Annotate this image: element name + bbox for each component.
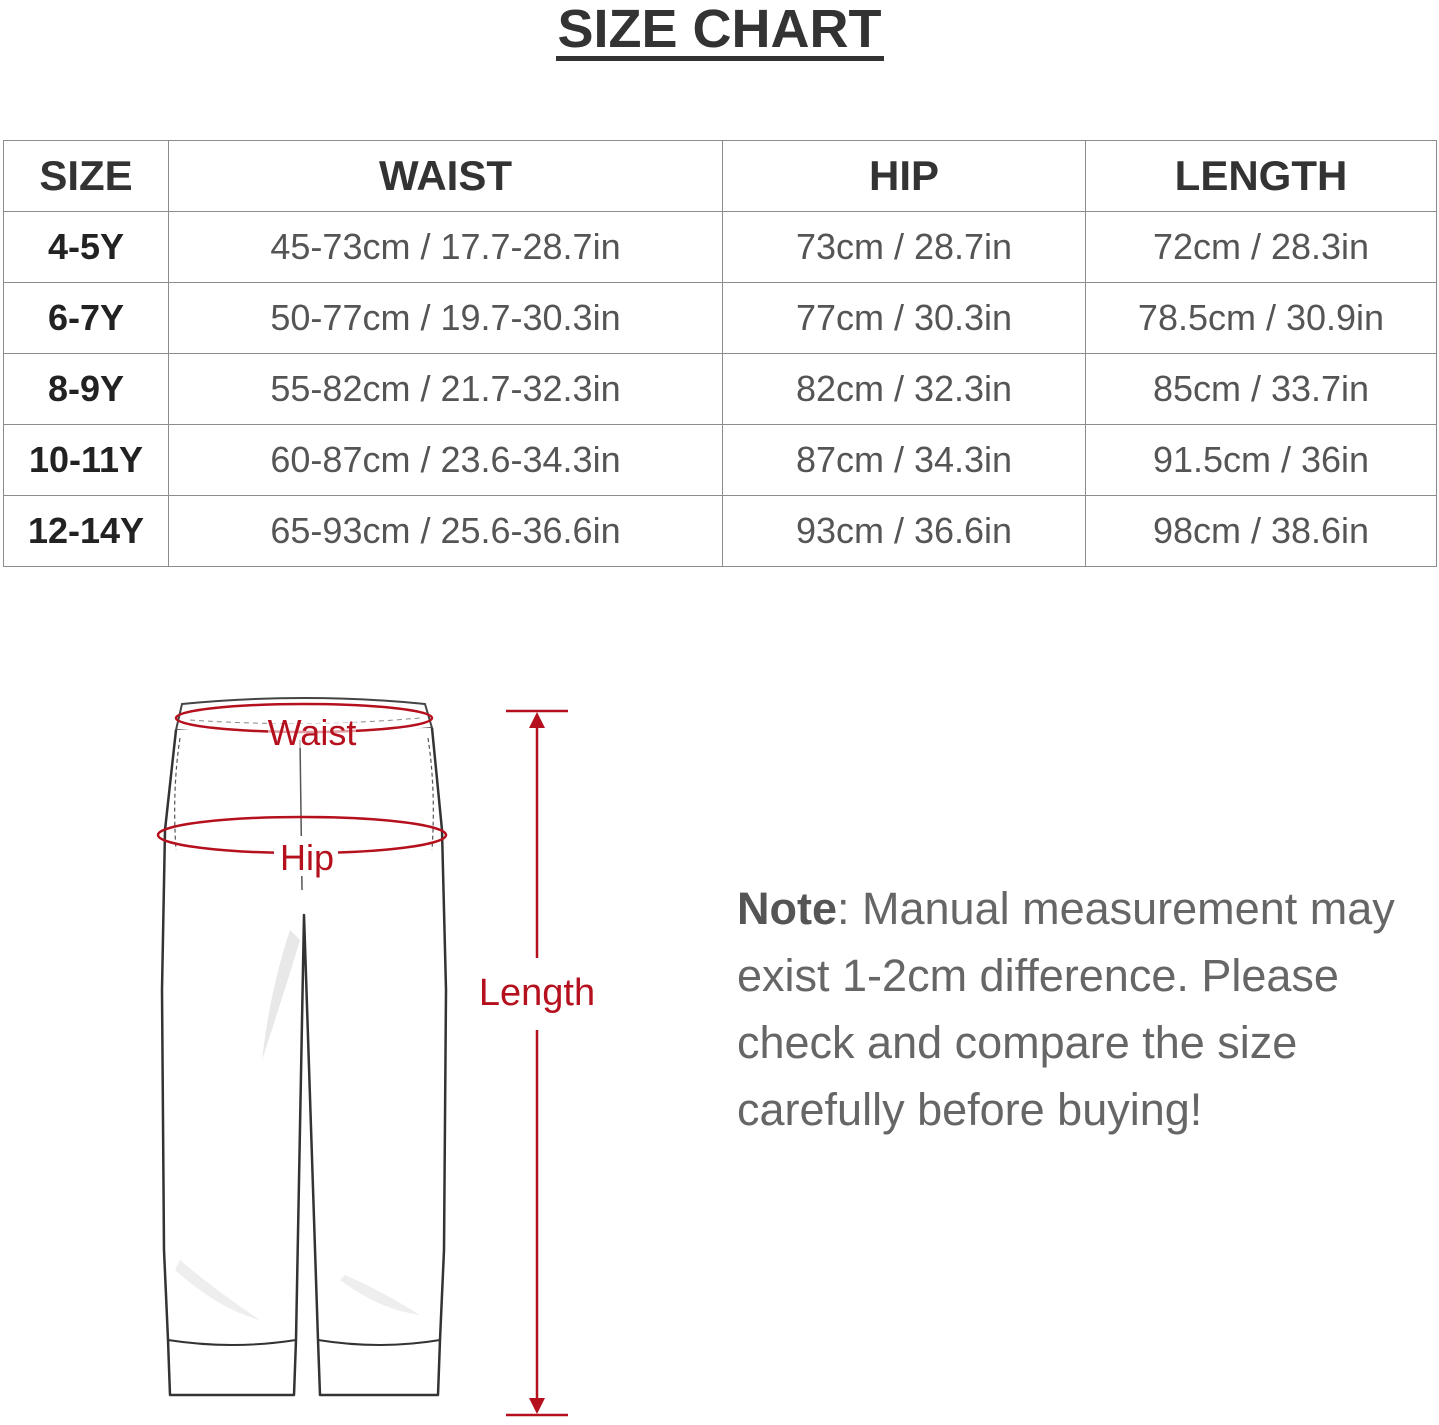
waist-label: Waist: [267, 712, 357, 753]
length-cell: 85cm / 33.7in: [1086, 354, 1437, 425]
note-label: Note: [737, 883, 837, 934]
size-cell: 4-5Y: [4, 212, 169, 283]
table-row: [4, 425, 1437, 496]
header-length: LENGTH: [1086, 141, 1437, 212]
size-cell: 12-14Y: [4, 496, 169, 567]
size-table: [3, 140, 1437, 567]
header-waist: WAIST: [169, 141, 723, 212]
header-hip: HIP: [723, 141, 1086, 212]
waist-cell: 45-73cm / 17.7-28.7in: [169, 212, 723, 283]
table-row: [4, 496, 1437, 567]
size-cell: 6-7Y: [4, 283, 169, 354]
length-cell: 98cm / 38.6in: [1086, 496, 1437, 567]
size-chart-title: [0, 0, 1439, 70]
note-text: : Manual measurement may exist 1-2cm difference. Please check and compare the size carefully before buying!: [737, 883, 1395, 1135]
size-cell: 8-9Y: [4, 354, 169, 425]
length-cell: 78.5cm / 30.9in: [1086, 283, 1437, 354]
waist-cell: 60-87cm / 23.6-34.3in: [169, 425, 723, 496]
size-cell: 10-11Y: [4, 425, 169, 496]
note-paragraph: [737, 875, 1437, 1143]
length-cell: 91.5cm / 36in: [1086, 425, 1437, 496]
waist-cell: 65-93cm / 25.6-36.6in: [169, 496, 723, 567]
hip-cell: 77cm / 30.3in: [723, 283, 1086, 354]
table-row: [4, 354, 1437, 425]
length-label: Length: [478, 972, 596, 1014]
waist-cell: 50-77cm / 19.7-30.3in: [169, 283, 723, 354]
hip-cell: 73cm / 28.7in: [723, 212, 1086, 283]
table-header-row: [4, 141, 1437, 212]
hip-cell: 93cm / 36.6in: [723, 496, 1086, 567]
hip-cell: 87cm / 34.3in: [723, 425, 1086, 496]
table-row: [4, 212, 1437, 283]
title-text: SIZE CHART: [557, 0, 882, 59]
waist-cell: 55-82cm / 21.7-32.3in: [169, 354, 723, 425]
hip-label: Hip: [279, 837, 335, 878]
pants-measurement-diagram: [0, 690, 620, 1420]
length-cell: 72cm / 28.3in: [1086, 212, 1437, 283]
hip-cell: 82cm / 32.3in: [723, 354, 1086, 425]
header-size: SIZE: [4, 141, 169, 212]
table-row: [4, 283, 1437, 354]
pants-illustration: [0, 690, 620, 1420]
